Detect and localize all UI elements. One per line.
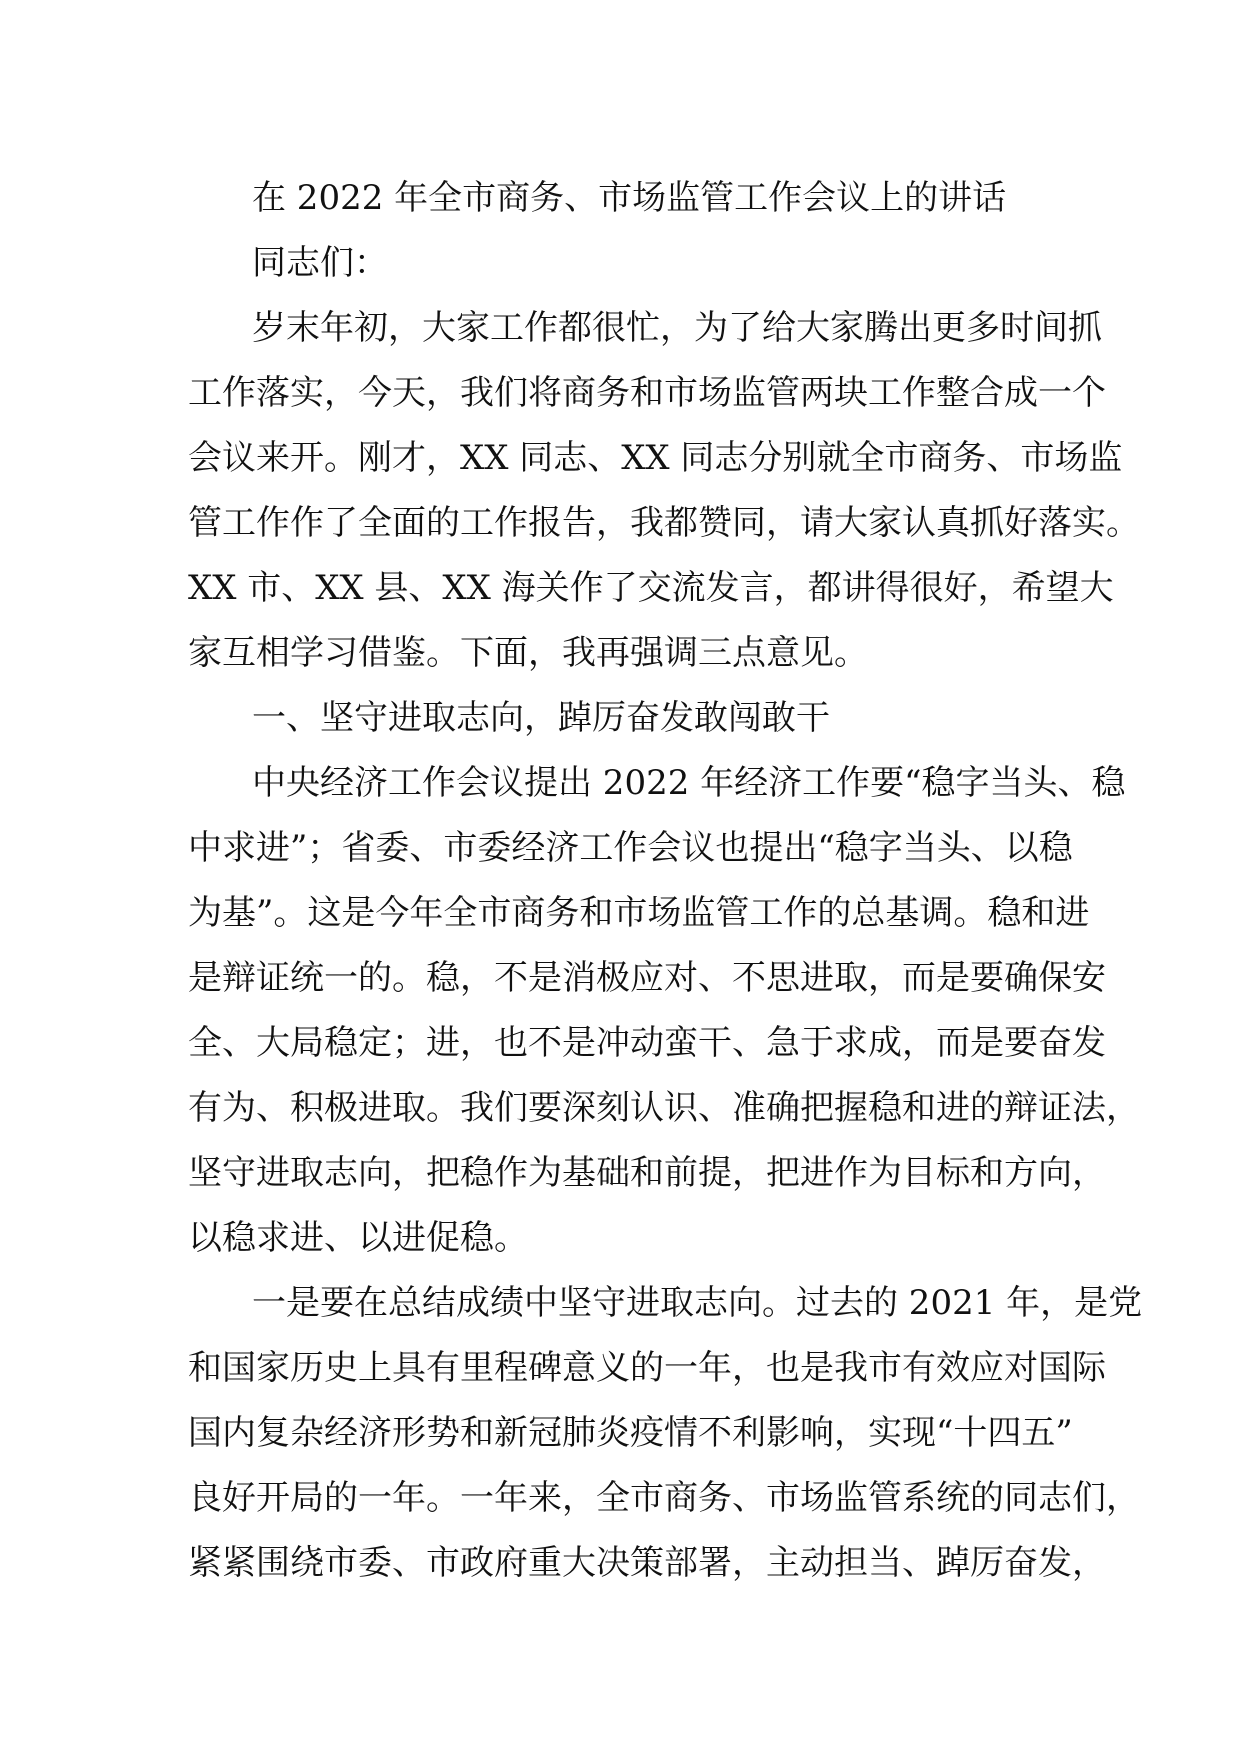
paragraph-line: 工作落实，今天，我们将商务和市场监管两块工作整合成一个 (188, 373, 1106, 413)
paragraph-line: 中求进”；省委、市委经济工作会议也提出“稳字当头、以稳 (188, 828, 1073, 868)
section-heading: 一、坚守进取志向，踔厉奋发敢闯敢干 (252, 698, 830, 738)
paragraph-line: 有为、积极进取。我们要深刻认识、准确把握稳和进的辩证法， (188, 1088, 1140, 1128)
paragraph-line: 一是要在总结成绩中坚守进取志向。过去的 2021 年，是党 (252, 1283, 1143, 1323)
paragraph-line: XX 市、XX 县、XX 海关作了交流发言，都讲得很好，希望大 (188, 568, 1114, 608)
paragraph-line: 国内复杂经济形势和新冠肺炎疫情不利影响，实现“十四五” (188, 1413, 1073, 1453)
paragraph-line: 良好开局的一年。一年来，全市商务、市场监管系统的同志们， (188, 1478, 1140, 1518)
paragraph-line: 是辩证统一的。稳，不是消极应对、不思进取，而是要确保安 (188, 958, 1106, 998)
paragraph-line: 会议来开。刚才，XX 同志、XX 同志分别就全市商务、市场监 (188, 438, 1123, 478)
paragraph-line: 以稳求进、以进促稳。 (188, 1218, 528, 1258)
paragraph-line: 紧紧围绕市委、市政府重大决策部署，主动担当、踔厉奋发， (188, 1543, 1106, 1583)
paragraph-line: 坚守进取志向，把稳作为基础和前提，把进作为目标和方向， (188, 1153, 1106, 1193)
paragraph-line: 管工作作了全面的工作报告，我都赞同，请大家认真抓好落实。 (188, 503, 1140, 543)
paragraph-line: 中央经济工作会议提出 2022 年经济工作要“稳字当头、稳 (252, 763, 1126, 803)
paragraph-line: 为基”。这是今年全市商务和市场监管工作的总基调。稳和进 (188, 893, 1090, 933)
salutation: 同志们： (252, 243, 388, 283)
paragraph-line: 岁末年初，大家工作都很忙，为了给大家腾出更多时间抓 (252, 308, 1102, 348)
paragraph-line: 家互相学习借鉴。下面，我再强调三点意见。 (188, 633, 868, 673)
paragraph-line: 和国家历史上具有里程碑意义的一年，也是我市有效应对国际 (188, 1348, 1106, 1388)
document-body (188, 166, 1143, 1596)
document-title: 在 2022 年全市商务、市场监管工作会议上的讲话 (252, 178, 1007, 218)
paragraph-line: 全、大局稳定；进，也不是冲动蛮干、急于求成，而是要奋发 (188, 1023, 1106, 1063)
